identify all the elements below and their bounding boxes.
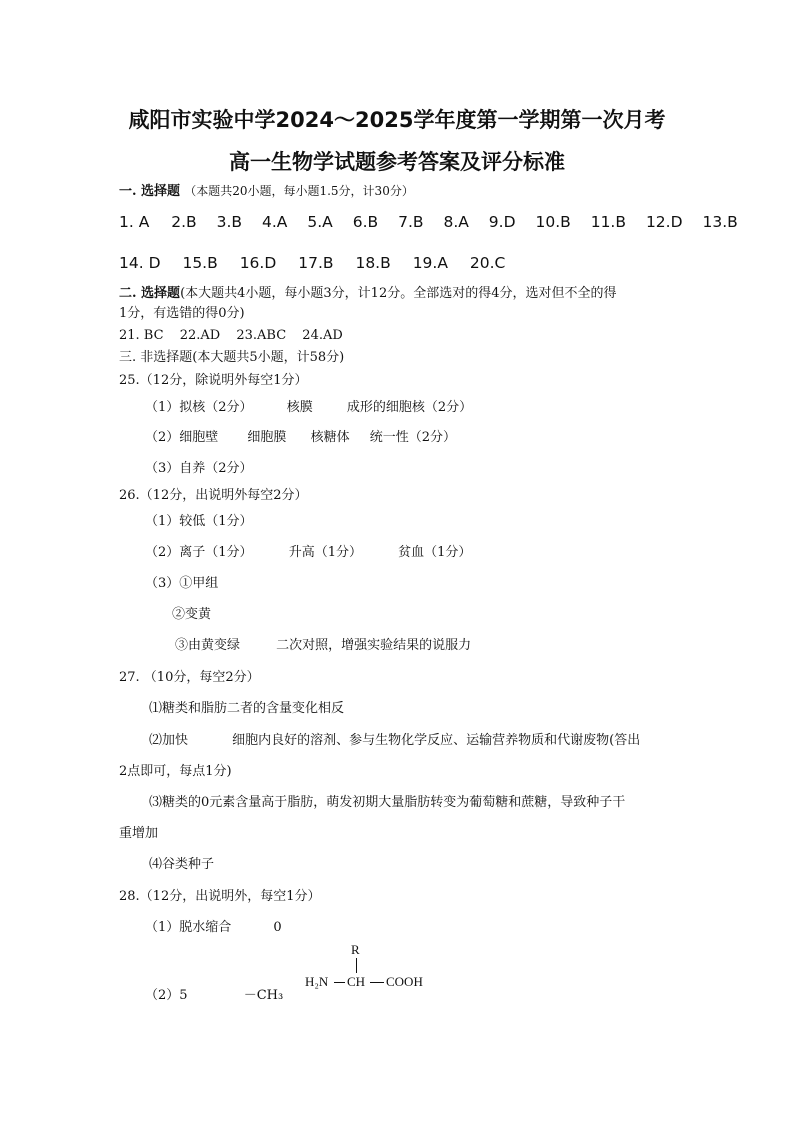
section1-heading	[119, 183, 414, 200]
answer-item: 5.A	[307, 213, 333, 231]
q27-answer: ⑵加快	[149, 733, 189, 748]
q26-answer: 升高（1分）	[288, 545, 362, 560]
q25-line1	[145, 400, 472, 416]
answer-item: 4.A	[262, 213, 288, 231]
answer-item: 12.D	[645, 213, 683, 231]
q26-answer: 贫血（1分）	[398, 545, 472, 560]
answer-item: 11.B	[590, 213, 626, 231]
answer-item: 20.C	[469, 254, 506, 272]
answer-item: 9.D	[488, 213, 516, 231]
q25-answer: 核糖体	[310, 430, 350, 445]
page-title-line2: 高一生物学试题参考答案及评分标准	[229, 150, 565, 174]
section2-note-line2: 1分，有选错的得0分)	[119, 306, 245, 321]
section2-note-line1: (本大题共4小题，每小题3分，计12分。全部选对的得4分，选对但不全的得	[180, 286, 617, 301]
q27-line2	[149, 733, 640, 749]
q28-answer: （2）5	[145, 988, 188, 1003]
q25-answer: 统一性（2分）	[369, 430, 457, 445]
formula-bond-right	[370, 982, 384, 983]
q25-answer: （2）细胞壁	[145, 430, 219, 445]
q26-answer: 二次对照，增强实验结果的说服力	[276, 638, 472, 653]
q27-answer: 细胞内良好的溶剂、参与生物化学反应、运输营养物质和代谢废物(答出	[232, 733, 641, 748]
answers-row2	[119, 255, 505, 271]
q27-header: 27. （10分，每空2分）	[119, 670, 260, 685]
answer-item: 24.AD	[302, 328, 343, 343]
answer-item: 21. BC	[119, 328, 164, 343]
section1-label: 一. 选择题	[119, 184, 181, 199]
answer-item: 13.B	[702, 213, 738, 231]
answer-item: 2.B	[171, 213, 197, 231]
formula-carboxyl-group: COOH	[386, 974, 423, 989]
q28-header: 28.（12分，出说明外，每空1分）	[119, 889, 321, 904]
answer-item: 14. D	[119, 254, 161, 272]
answers-row1	[119, 214, 738, 230]
q28-answer: －CH₃	[243, 988, 284, 1003]
formula-amino-group: H₂N	[305, 974, 329, 989]
q28-answer: 0	[273, 920, 282, 935]
formula-bond-vertical	[356, 958, 357, 973]
answer-item: 1. A	[119, 213, 150, 231]
answer-item: 3.B	[216, 213, 243, 231]
section1-note: （本题共20小题，每小题1.5分，计30分）	[184, 184, 414, 198]
page-title-line1: 咸阳市实验中学2024～2025学年度第一学期第一次月考	[128, 108, 666, 132]
section2-heading	[119, 286, 617, 302]
formula-r-group: R	[351, 942, 360, 957]
answer-item: 16.D	[239, 254, 277, 272]
answer-item: 10.B	[535, 213, 571, 231]
q26-line1: （1）较低（1分）	[145, 514, 253, 529]
q27-line1: ⑴糖类和脂肪二者的含量变化相反	[149, 701, 345, 716]
q26-header: 26.（12分，出说明外每空2分）	[119, 488, 308, 503]
section2-label: 二. 选择题	[119, 286, 181, 301]
answer-item: 15.B	[182, 254, 218, 272]
answer-item: 7.B	[398, 213, 424, 231]
answer-item: 17.B	[298, 254, 334, 272]
answer-item: 23.ABC	[236, 328, 287, 343]
q27-line2b: 2点即可，每点1分)	[119, 764, 232, 779]
q25-line2	[145, 430, 456, 446]
q25-answer: （1）拟核（2分）	[145, 400, 253, 415]
q25-header: 25.（12分，除说明外每空1分）	[119, 373, 308, 388]
q27-line3b: 重增加	[119, 826, 159, 841]
q28-answer: （1）脱水缩合	[145, 920, 232, 935]
q28-line2	[145, 988, 283, 1004]
formula-alpha-carbon: CH	[347, 974, 366, 989]
q26-line2	[145, 545, 471, 561]
section3-heading: 三. 非选择题(本大题共5小题，计58分)	[119, 350, 345, 365]
answer-item: 6.B	[352, 213, 379, 231]
formula-bond-left	[334, 982, 345, 983]
q26-line4: ②变黄	[172, 607, 212, 622]
q26-answer: ③由黄变绿	[175, 638, 241, 653]
q25-answer: 成形的细胞核（2分）	[346, 400, 473, 415]
amino-acid-formula	[300, 942, 450, 1002]
q27-line4: ⑷谷类种子	[149, 857, 215, 872]
answer-item: 19.A	[412, 254, 448, 272]
answer-item: 8.A	[443, 213, 469, 231]
q27-line3: ⑶糖类的0元素含量高于脂肪，萌发初期大量脂肪转变为葡萄糖和蔗糖，导致种子干	[149, 795, 626, 810]
q25-answer: 核膜	[286, 400, 313, 415]
q25-line3: （3）自养（2分）	[145, 461, 253, 476]
q26-line5	[175, 638, 471, 654]
answer-item: 18.B	[355, 254, 391, 272]
q25-answer: 细胞膜	[247, 430, 287, 445]
q26-line3: （3）①甲组	[145, 576, 219, 591]
q26-answer: （2）离子（1分）	[145, 545, 253, 560]
section2-answers	[119, 328, 343, 344]
q28-line1	[145, 920, 282, 936]
answer-item: 22.AD	[179, 328, 221, 343]
